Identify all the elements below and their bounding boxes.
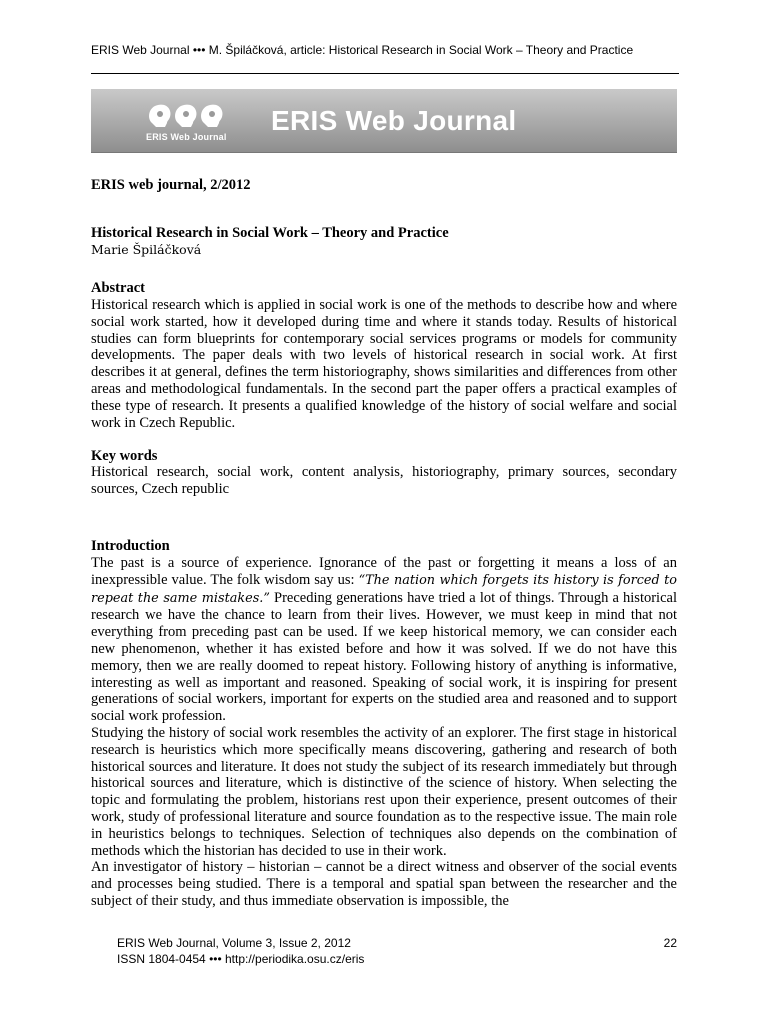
banner-title: ERIS Web Journal xyxy=(271,105,517,136)
abstract-text: Historical research which is applied in social work is one of the methods to describe how and where social work started, how it developed during time and where it stands today. Results of historical studies can form blueprints for contemporary social services programs or models for community developments. The paper deals with two levels of historical research in social work. At first describes it at general, defines the term historiography, shows similarities and differences from other areas and methodological fundamentals. In the second part the paper offers a practical examples of these type of research. It presents a qualified knowledge of the history of social welfare and social work in Czech Republic. xyxy=(91,297,677,431)
keywords-text: Historical research, social work, content analysis, historiography, primary sources, secondary sources, Czech republic xyxy=(91,464,677,497)
journal-heads-logo-icon xyxy=(146,99,236,131)
intro-paragraph-1-start: The past is a source of experience. Ignorance of the past or forgetting it means a loss of an inexpressible value. The folk wisdom say us: xyxy=(91,555,677,588)
keywords-heading: Key words xyxy=(91,448,158,464)
intro-paragraph-1-end: Preceding generations have tried a lot of things. Through a historical research we have the chance to learn from their lives. However, we must keep in mind that not everything from preceding past can be used. If we keep historical memory, we can consider each new phenomenon, whether it has existed before and how it was solved. If we do not have this memory, then we are really doomed to repeat history. Following history of anything is informative, interesting as well as important and reasoned. Speaking of social work, it is inspiring for present generations of social workers, important for experts on the studied area and reasoned and to support social work profession. xyxy=(91,589,677,725)
issue-line: ERIS web journal, 2/2012 xyxy=(91,177,251,193)
intro-paragraph-3: An investigator of history – historian – cannot be a direct witness and observer of the social events and processes being studied. There is a temporal and spatial span between the researcher and the subject of their study, and thus immediate observation is impossible, the xyxy=(91,859,677,909)
header-divider xyxy=(91,73,679,74)
introduction-body xyxy=(91,555,677,910)
footer-issn-url: ISSN 1804-0454 ••• http://periodika.osu.cz/eris xyxy=(117,952,365,966)
running-head: ERIS Web Journal ••• M. Špiláčková, article: Historical Research in Social Work – Theory and Practice xyxy=(91,43,634,57)
page-footer xyxy=(117,935,677,967)
abstract-heading: Abstract xyxy=(91,280,145,296)
footer-journal-info: ERIS Web Journal, Volume 3, Issue 2, 2012 xyxy=(117,936,351,950)
folk-wisdom-quote: “The nation which forgets its history is forced to repeat the same mistakes.” xyxy=(91,572,677,606)
intro-paragraph-2: Studying the history of social work resembles the activity of an explorer. The first stage in historical research is heuristics which more specifically means discovering, gathering and research of both historical sources and literature. It does not study the subject of its research immediately but through historical sources and literature, which is distinctive of the science of history. When selecting the topic and formulating the problem, historians rest upon their experience, present outcomes of their work, study of professional literature and source foundation as to the respective issue. The main role in heuristics belongs to techniques. Selection of techniques also depends on the combination of methods which the historian has decided to use in their work. xyxy=(91,724,677,859)
banner-logo-text: ERIS Web Journal xyxy=(146,132,227,142)
page-number: 22 xyxy=(663,936,677,950)
article-author: Marie Špiláčková xyxy=(91,242,202,257)
introduction-heading: Introduction xyxy=(91,538,170,554)
article-title: Historical Research in Social Work – Theory and Practice xyxy=(91,225,449,241)
journal-banner xyxy=(91,89,677,153)
